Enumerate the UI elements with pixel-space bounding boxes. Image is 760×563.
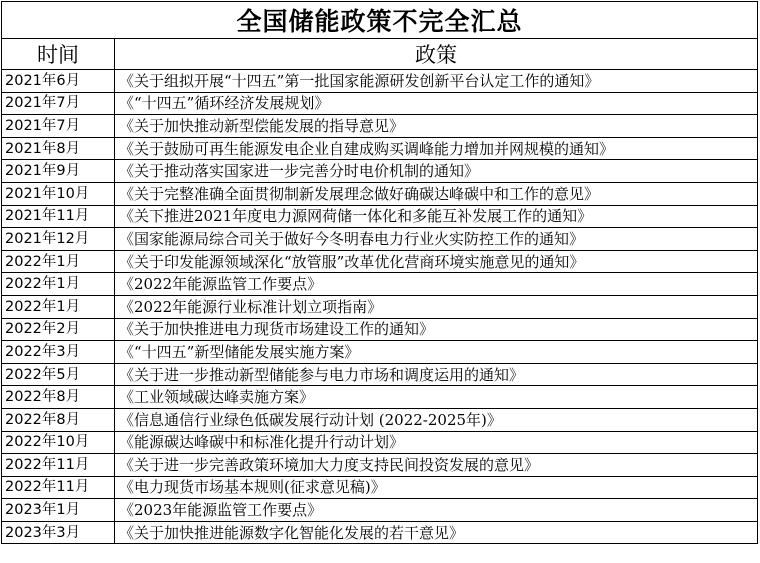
policy-cell: 《2023年能源监管工作要点》	[115, 499, 758, 522]
time-cell: 2021年8月	[2, 137, 115, 160]
policy-cell: 《关于印发能源领域深化“放管服”改革优化营商环境实施意见的通知》	[115, 250, 758, 273]
time-cell: 2021年12月	[2, 228, 115, 251]
policy-cell: 《关于加快推进电力现货市场建设工作的通知》	[115, 318, 758, 341]
table-row	[2, 318, 758, 341]
time-cell: 2022年11月	[2, 454, 115, 477]
table-row	[2, 273, 758, 296]
table-row	[2, 92, 758, 115]
time-cell: 2022年1月	[2, 250, 115, 273]
policy-cell: 《关于加快推动新型偿能发展的指导意见》	[115, 115, 758, 138]
policy-cell: 《关于进一步完善政策环境加大力度支持民间投资发展的意见》	[115, 454, 758, 477]
time-cell: 2021年10月	[2, 182, 115, 205]
time-cell: 2022年1月	[2, 295, 115, 318]
policy-cell: 《关下推进2021年度电力源网荷储一体化和多能互补发展工作的通知》	[115, 205, 758, 228]
table-title: 全国储能政策不完全汇总	[2, 2, 758, 39]
table-row	[2, 341, 758, 364]
policy-cell: 《能源碳达峰碳中和标准化提升行动计划》	[115, 431, 758, 454]
policy-cell: 《信息通信行业绿色低碳发展行动计划 (2022-2025年)》	[115, 408, 758, 431]
time-cell: 2021年11月	[2, 205, 115, 228]
table-row	[2, 250, 758, 273]
time-cell: 2022年1月	[2, 273, 115, 296]
time-cell: 2021年9月	[2, 160, 115, 183]
table-row	[2, 205, 758, 228]
policy-cell: 《关于组拟开展“十四五”第一批国家能源研发创新平台认定工作的通知》	[115, 70, 758, 93]
table-row	[2, 115, 758, 138]
table-row	[2, 476, 758, 499]
time-cell: 2022年5月	[2, 363, 115, 386]
table-row	[2, 408, 758, 431]
policy-summary-sheet	[1, 1, 759, 561]
policy-table	[1, 1, 758, 544]
time-cell: 2021年7月	[2, 92, 115, 115]
table-row	[2, 499, 758, 522]
time-cell: 2022年8月	[2, 386, 115, 409]
table-row	[2, 182, 758, 205]
time-cell: 2022年8月	[2, 408, 115, 431]
table-row	[2, 431, 758, 454]
policy-cell: 《电力现货市场基本规则(征求意见稿)》	[115, 476, 758, 499]
policy-cell: 《2022年能源行业标准计划立项指南》	[115, 295, 758, 318]
table-row	[2, 137, 758, 160]
table-row	[2, 70, 758, 93]
title-row	[2, 2, 758, 39]
table-body	[2, 70, 758, 544]
header-row	[2, 39, 758, 70]
time-cell: 2022年3月	[2, 341, 115, 364]
policy-cell: 《工业领域碳达峰卖施方案》	[115, 386, 758, 409]
table-row	[2, 228, 758, 251]
policy-cell: 《关于完整准确全面贯彻制新发展理念做好确碳达峰碳中和工作的意见》	[115, 182, 758, 205]
policy-cell: 《“十四五”新型储能发展实施方案》	[115, 341, 758, 364]
policy-cell: 《2022年能源监管工作要点》	[115, 273, 758, 296]
time-cell: 2021年6月	[2, 70, 115, 93]
table-row	[2, 363, 758, 386]
time-cell: 2022年2月	[2, 318, 115, 341]
table-row	[2, 160, 758, 183]
table-row	[2, 295, 758, 318]
table-row	[2, 386, 758, 409]
table-row	[2, 454, 758, 477]
header-time: 时间	[2, 39, 115, 70]
time-cell: 2023年1月	[2, 499, 115, 522]
policy-cell: 《国家能源局综合司关于做好今冬明春电力行业火实防控工作的通知》	[115, 228, 758, 251]
policy-cell: 《关于鼓励可再生能源发电企业自建成购买调峰能力增加并网规模的通知》	[115, 137, 758, 160]
policy-cell: 《关于加快推进能源数字化智能化发展的若干意见》	[115, 521, 758, 544]
time-cell: 2022年10月	[2, 431, 115, 454]
policy-cell: 《关于推动落实国家进一步完善分时电价机制的通知》	[115, 160, 758, 183]
table-row	[2, 521, 758, 544]
time-cell: 2022年11月	[2, 476, 115, 499]
policy-cell: 《“十四五”循环经济发展规划》	[115, 92, 758, 115]
header-policy: 政策	[115, 39, 758, 70]
time-cell: 2023年3月	[2, 521, 115, 544]
policy-cell: 《关于进一步推动新型储能参与电力市场和调度运用的通知》	[115, 363, 758, 386]
time-cell: 2021年7月	[2, 115, 115, 138]
